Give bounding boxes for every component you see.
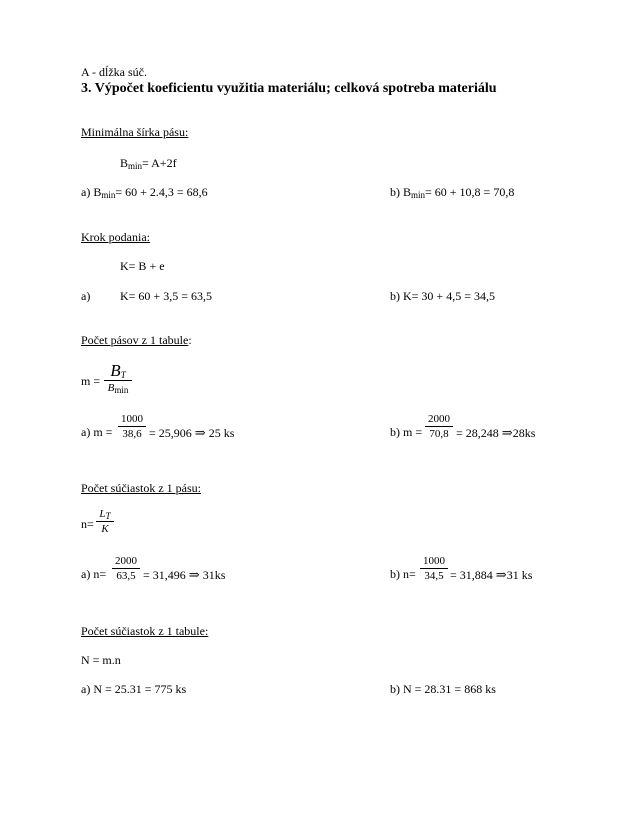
pasov-b-den: 70,8 (425, 426, 453, 440)
pasov-b-prefix: b) m = (390, 425, 423, 439)
pas-b-fraction (420, 556, 448, 582)
suciastok-tabule-heading: Počet súčiastok z 1 tabule: (81, 624, 209, 638)
header-line: A - dĺžka súč. (81, 65, 147, 79)
tabule-b-expr: b) N = 28.31 = 868 ks (390, 682, 496, 696)
pas-b-num: 1000 (423, 555, 445, 567)
implies-arrow-icon: ⇒ (188, 567, 200, 582)
bmin-formula-sub: min (128, 161, 143, 171)
pas-a-num: 2000 (115, 555, 137, 567)
pasov-b-result: = 28,248 ⇒28ks (456, 425, 536, 440)
n-fraction-num: $L_T$ (99, 508, 111, 521)
pasov-a-fraction (118, 414, 146, 440)
implies-arrow-icon: ⇒ (495, 567, 507, 582)
bmin-b-prefix: b) B (390, 185, 411, 199)
krok-a-expr: K= 60 + 3,5 = 63,5 (120, 289, 212, 303)
tabule-a-expr: a) N = 25.31 = 775 ks (81, 682, 187, 696)
pas-a-result: = 31,496 ⇒ 31ks (143, 567, 226, 582)
pasov-a-den: 38,6 (118, 426, 146, 440)
n-fraction-den: K (96, 521, 114, 535)
pasov-heading (81, 334, 192, 346)
pasov-a-result: = 25,906 ⇒ 25 ks (149, 425, 235, 440)
section-title: 3. Výpočet koeficientu využitia materiálu; celková spotreba materiálu (81, 81, 497, 96)
bmin-case-b (390, 186, 514, 198)
pasov-a-num: 1000 (121, 413, 143, 425)
bmin-formula-b: B (120, 156, 129, 170)
pasov-b-num: 2000 (428, 413, 450, 425)
suciastok-pas-heading: Počet súčiastok z 1 pásu: (81, 481, 201, 495)
pas-a-prefix: a) n= (81, 567, 107, 581)
pas-a-den: 63,5 (112, 568, 140, 582)
krok-b-expr: b) K= 30 + 4,5 = 34,5 (390, 289, 495, 303)
bmin-b-sub: min (411, 190, 426, 200)
krok-heading: Krok podania: (81, 230, 150, 244)
pasov-heading-text: Počet pásov z 1 tabule (81, 333, 189, 347)
pasov-a-prefix: a) m = (81, 425, 113, 439)
bmin-b-rest: = 60 + 10,8 = 70,8 (425, 185, 515, 199)
m-label: m = (81, 374, 101, 388)
m-fraction-den: $B_{min}$ (104, 380, 132, 394)
pas-b-result: = 31,884 ⇒31 ks (450, 567, 533, 582)
bmin-a-rest: = 60 + 2.4,3 = 68,6 (115, 185, 208, 199)
n-label: n= (81, 517, 94, 531)
pasov-heading-colon: : (188, 333, 192, 347)
implies-arrow-icon: ⇒ (194, 425, 206, 440)
bmin-case-a (81, 186, 208, 198)
m-fraction (104, 362, 132, 394)
bmin-formula (120, 157, 177, 169)
bmin-a-prefix: a) B (81, 185, 102, 199)
m-fraction-num: $B_T$ (110, 361, 126, 380)
tabule-formula: N = m.n (81, 653, 121, 667)
implies-arrow-icon: ⇒ (501, 425, 513, 440)
bmin-a-sub: min (101, 190, 116, 200)
krok-formula: K= B + e (120, 259, 165, 273)
bmin-heading: Minimálna šírka pásu: (81, 125, 189, 139)
pas-b-den: 34,5 (420, 568, 448, 582)
pasov-b-fraction (425, 414, 453, 440)
pas-b-prefix: b) n= (390, 567, 416, 581)
n-fraction (96, 509, 114, 535)
bmin-formula-rest: = A+2f (142, 156, 177, 170)
krok-a-label: a) (81, 289, 91, 303)
pas-a-fraction (112, 556, 140, 582)
